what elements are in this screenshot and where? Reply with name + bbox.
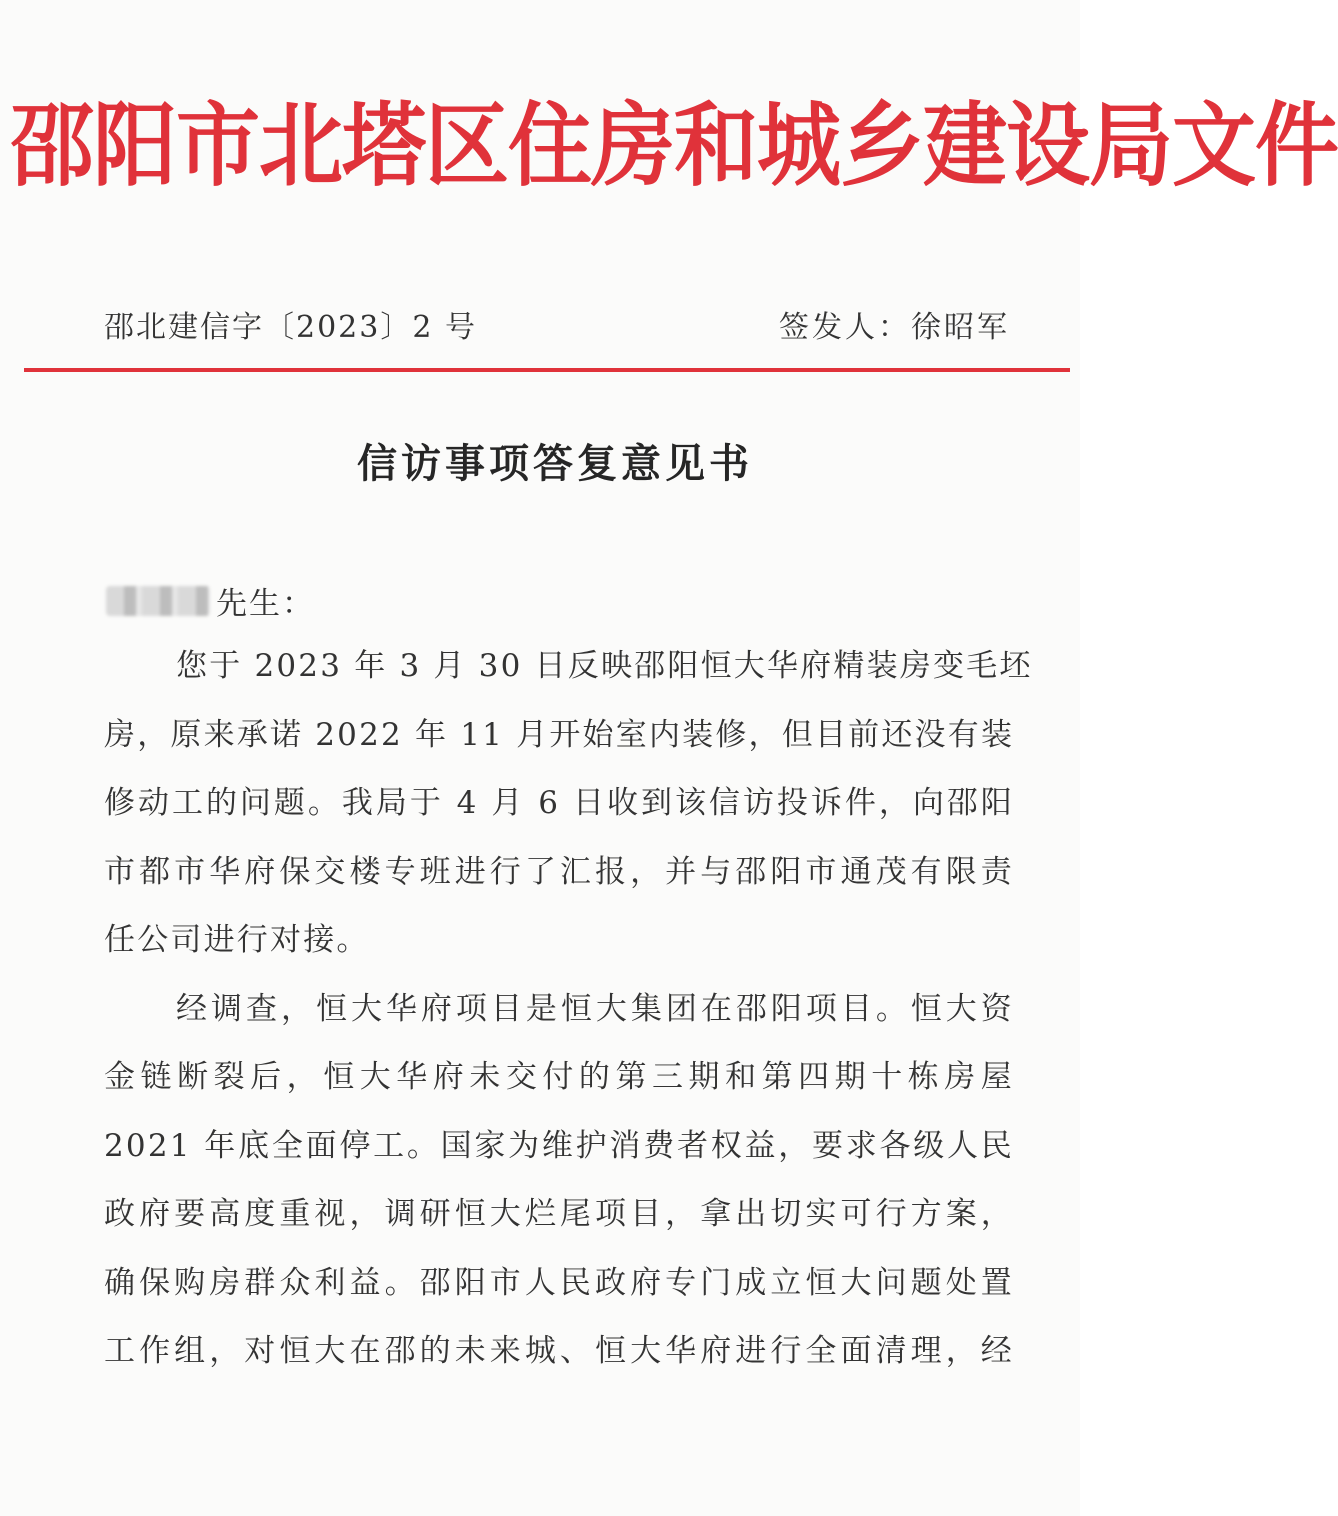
paragraph-2-line: 确保购房群众利益。邵阳市人民政府专门成立恒大问题处置 (104, 1264, 1014, 1301)
salutation-text: 先生： (216, 586, 315, 622)
red-divider-line (24, 368, 1070, 372)
paragraph-1-line: 您于 2023 年 3 月 30 日反映邵阳恒大华府精装房变毛坯 (176, 648, 1033, 684)
issuer-signature-line: 签发人：徐昭军 (779, 310, 1010, 345)
paragraph-2-line: 政府要高度重视，调研恒大烂尾项目，拿出切实可行方案， (104, 1196, 1014, 1232)
paragraph-1-line: 修动工的问题。我局于 4 月 6 日收到该信访投诉件，向邵阳 (104, 785, 1014, 821)
salutation (106, 578, 315, 623)
paragraph-1-line: 房，原来承诺 2022 年 11 月开始室内装修，但目前还没有装 (104, 716, 1015, 753)
redacted-name-blur (106, 586, 210, 616)
document-body (104, 638, 1033, 1392)
paragraph-2-line: 经调查，恒大华府项目是恒大集团在邵阳项目。恒大资 (176, 990, 1014, 1027)
paragraph-2-line: 工作组，对恒大在邵的未来城、恒大华府进行全面清理，经 (104, 1333, 1014, 1369)
paragraph-1-line: 任公司进行对接。 (104, 922, 370, 958)
agency-header-title: 邵阳市北塔区住房和城乡建设局文件 (10, 92, 1338, 199)
paragraph-1-line: 市都市华府保交楼专班进行了汇报，并与邵阳市通茂有限责 (104, 853, 1014, 890)
document-title: 信访事项答复意见书 (357, 441, 753, 487)
document-number: 邵北建信字〔2023〕2 号 (104, 310, 477, 345)
paragraph-2-line: 2021 年底全面停工。国家为维护消费者权益，要求各级人民 (104, 1127, 1014, 1164)
paragraph-2-line: 金链断裂后，恒大华府未交付的第三期和第四期十栋房屋 (104, 1059, 1014, 1095)
